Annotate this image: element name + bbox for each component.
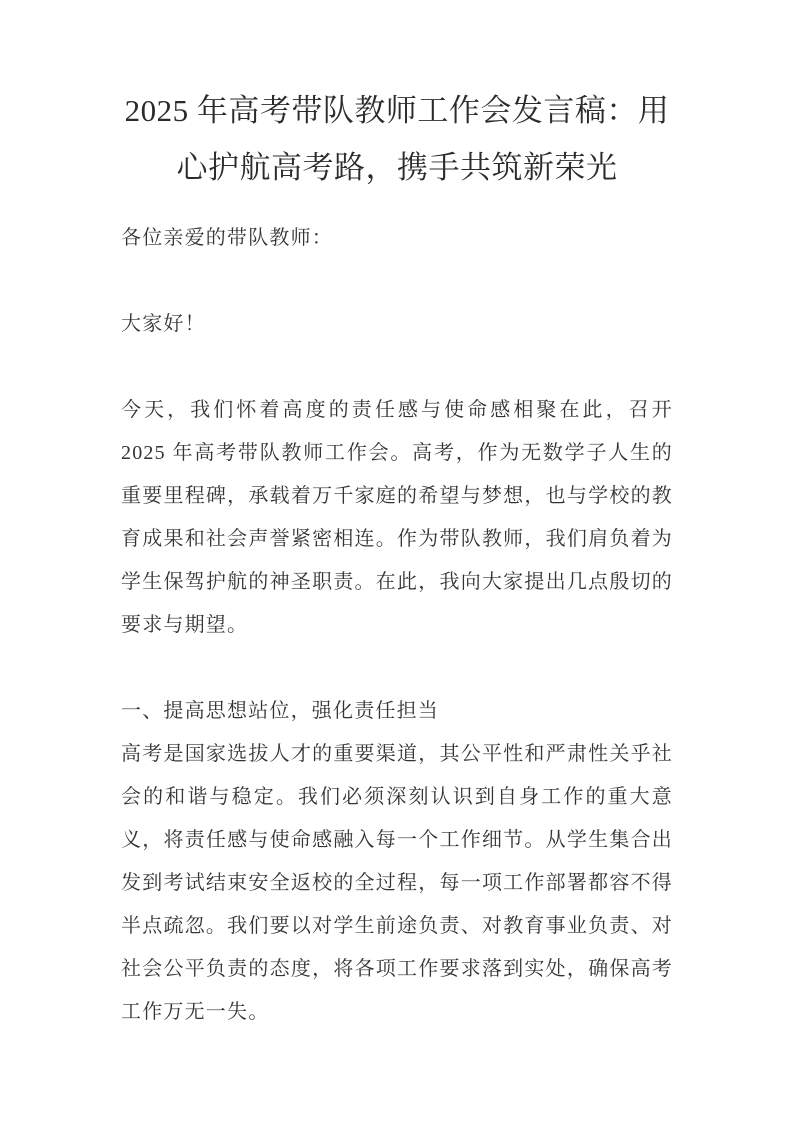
section-1-paragraph: 高考是国家选拔人才的重要渠道，其公平性和严肃性关乎社会的和谐与稳定。我们必须深刻认识到自身工作的重大意义，将责任感与使命感融入每一个工作细节。从学生集合出发到考试结束安全返校的全过程，每一项工作部署都容不得半点疏忽。我们要以对学生前途负责、对教育事业负责、对社会公平负责的态度，将各项工作要求落到实处，确保高考工作万无一失。 [121,743,673,1023]
document-title [121,82,673,196]
section-1-heading: 一、提高思想站位，强化责任担当 [121,700,439,722]
greeting-line: 大家好！ [121,313,206,335]
intro-paragraph: 今天，我们怀着高度的责任感与使命感相聚在此，召开 2025 年高考带队教师工作会。高考，作为无数学子人生的重要里程碑，承载着万千家庭的希望与梦想，也与学校的教育成果和社会声誉紧密相连。作为带队教师，我们肩负着为学生保驾护航的神圣职责。在此，我向大家提出几点殷切的要求与期望。 [121,399,673,636]
salutation-line: 各位亲爱的带队教师： [121,227,333,249]
document-title-line-1: 2025 年高考带队教师工作会发言稿：用 [124,93,670,128]
document-title-line-2: 心护航高考路，携手共筑新荣光 [176,150,618,185]
